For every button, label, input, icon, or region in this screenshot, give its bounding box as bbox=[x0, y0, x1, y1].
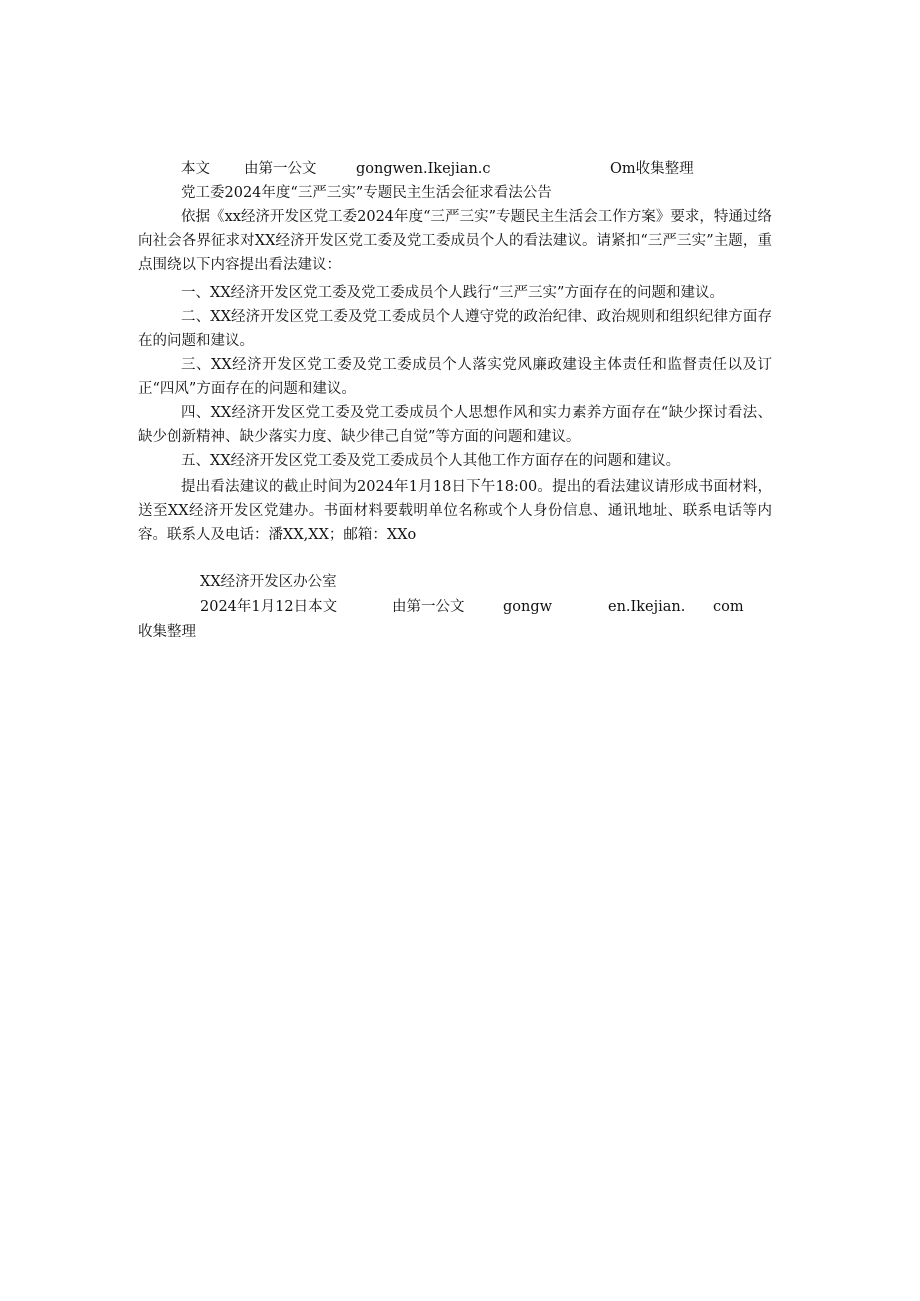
signature-date: 2024年1月12日本文 bbox=[200, 599, 338, 615]
item-3-paragraph: 三、XX经济开发区党工委及党工委成员个人落实党风廉政建设主体责任和监督责任以及订正“四风”方面存在的问题和建议。 bbox=[138, 357, 772, 397]
header-segment-3: gongwen.Ikejian.c bbox=[356, 161, 491, 177]
item-1-paragraph: 一、XX经济开发区党工委及党工委成员个人践行“三严三实”方面存在的问题和建议。 bbox=[181, 285, 724, 301]
item-5-paragraph: 五、XX经济开发区党工委及党工委成员个人其他工作方面存在的问题和建议。 bbox=[181, 453, 681, 469]
signature-source-3: en.Ikejian. bbox=[608, 599, 686, 615]
signature-date-line bbox=[0, 595, 920, 619]
header-segment-2: 由第一公文 bbox=[244, 161, 317, 177]
header-segment-1: 本文 bbox=[181, 161, 210, 177]
header-segment-4: Om收集整理 bbox=[610, 161, 694, 177]
signature-office: XX经济开发区办公室 bbox=[200, 574, 337, 590]
signature-source-4: com bbox=[713, 599, 744, 615]
signature-source-1: 由第一公文 bbox=[392, 599, 465, 615]
item-2-paragraph: 二、XX经济开发区党工委及党工委成员个人遵守党的政治纪律、政治规则和组织纪律方面存在的问题和建议。 bbox=[138, 309, 772, 349]
deadline-paragraph: 提出看法建议的截止时间为2024年1月18日下午18:00。提出的看法建议请形成书面材料，送至XX经济开发区党建办。书面材料要载明单位名称或个人身份信息、通讯地址、联系电话等内容。联系人及电话：潘XX,XX；邮箱：XXo bbox=[138, 479, 772, 543]
item-4-paragraph: 四、XX经济开发区党工委及党工委成员个人思想作风和实力素养方面存在“缺少探讨看法、缺少创新精神、缺少落实力度、缺少律己自觉”等方面的问题和建议。 bbox=[138, 405, 772, 445]
signature-tail: 收集整理 bbox=[138, 624, 196, 640]
source-header-line bbox=[0, 157, 920, 181]
signature-source-2: gongw bbox=[503, 599, 553, 615]
intro-paragraph: 依据《xx经济开发区党工委2024年度“三严三实”专题民主生活会工作方案》要求，特通过络向社会各界征求对XX经济开发区党工委及党工委成员个人的看法建议。请紧扣“三严三实”主题，重点围绕以下内容提出看法建议： bbox=[138, 209, 772, 273]
document-title: 党工委2024年度“三严三实”专题民主生活会征求看法公告 bbox=[181, 185, 552, 201]
